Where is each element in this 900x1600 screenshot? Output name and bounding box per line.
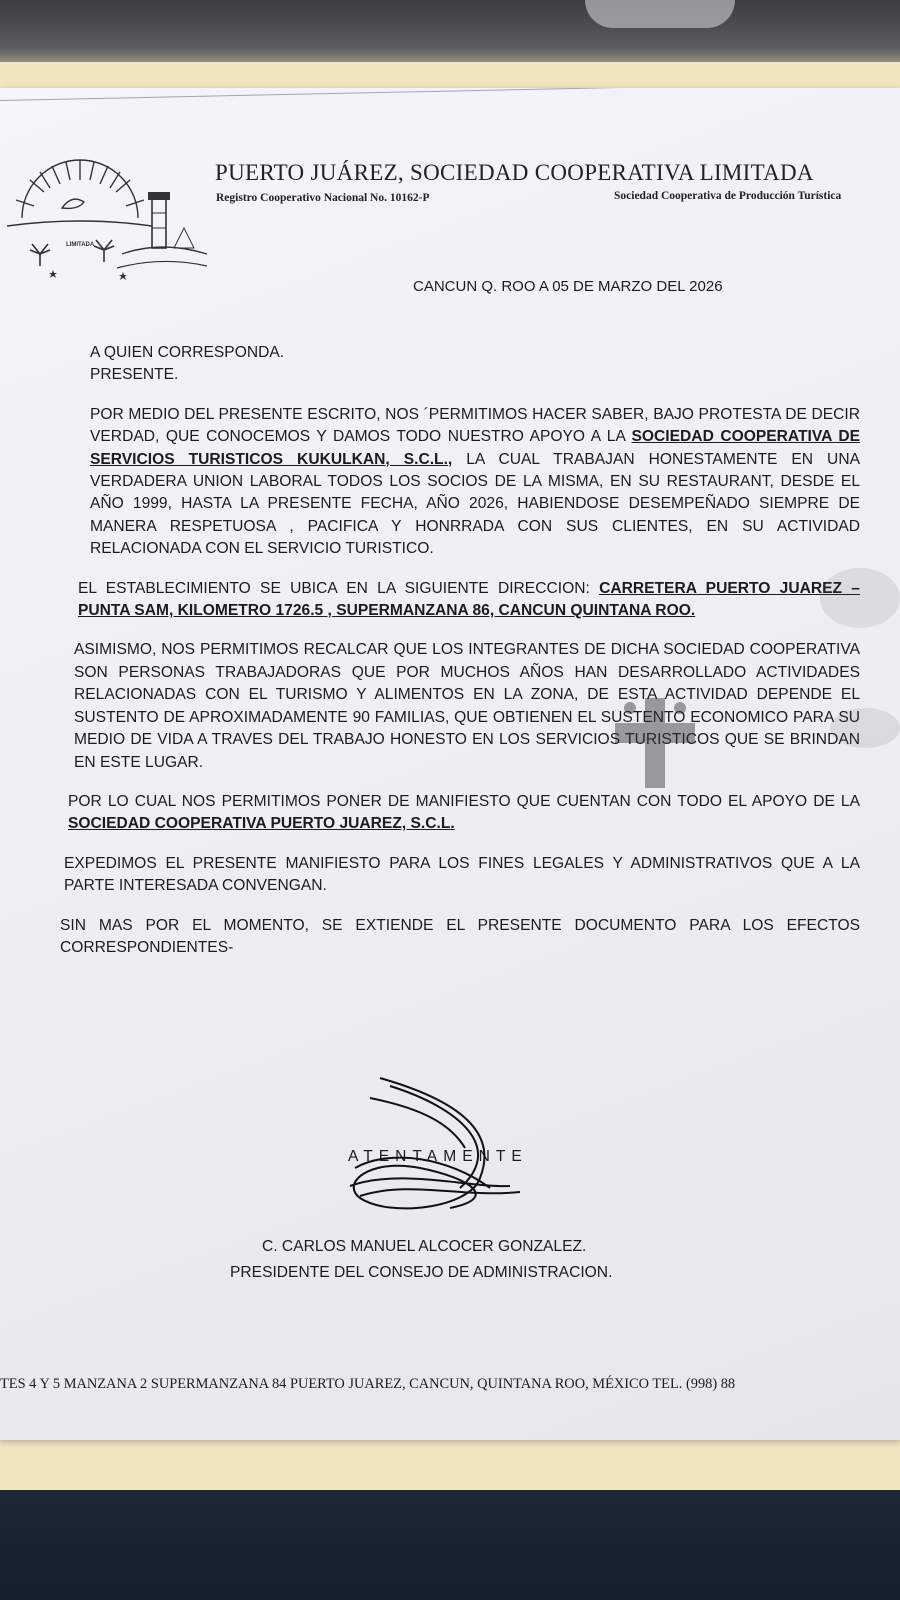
logo-label: LIMITADA <box>66 242 95 248</box>
paragraph-text: POR LO CUAL NOS PERMITIMOS PONER DE MANIFIESTO QUE CUENTAN CON TODO EL APOYO DE LA <box>68 792 860 810</box>
registry-number: Registro Cooperativo Nacional No. 10162-P <box>216 192 430 204</box>
cup-object <box>585 0 735 28</box>
handwritten-signature <box>330 1068 540 1228</box>
closing-word: ATENTAMENTE <box>348 1148 528 1165</box>
page-edge-line <box>0 88 900 101</box>
paragraph-text: EL ESTABLECIMIENTO SE UBICA EN LA SIGUIENTE DIRECCION: <box>78 579 600 597</box>
paragraph-support <box>60 404 860 561</box>
paragraph-text: POR MEDIO DEL PRESENTE ESCRITO, NOS ´PERMITIMOS HACER SABER, BAJO PROTESTA DE DECIR VERDAD, QUE CONOCEMOS Y DAMOS TODO NUESTRO APOYO A LA <box>90 405 860 446</box>
letter-body <box>60 342 860 976</box>
paragraph-issue: EXPEDIMOS EL PRESENTE MANIFIESTO PARA LOS FINES LEGALES Y ADMINISTRATIVOS QUE A LA PARTE INTERESADA CONVENGAN. <box>64 854 860 895</box>
cooperative-puerto-juarez-name: SOCIEDAD COOPERATIVA PUERTO JUAREZ, S.C.L. <box>68 815 455 833</box>
ink-smudge <box>830 708 900 748</box>
paragraph-members: ASIMISMO, NOS PERMITIMOS RECALCAR QUE LOS INTEGRANTES DE DICHA SOCIEDAD COOPERATIVA SON PERSONAS TRABAJADORAS QUE POR MUCHOS AÑOS HAN DESARROLLADO ACTIVIDADES RELACIONADAS CON EL TURISMO Y ALIMENTOS EN LA ZONA, DE ESTA ACTIVIDAD DEPENDE EL SUSTENTO DE APROXIMADAMENTE 90 FAMILIAS, QUE OBTIENEN EL SUSTENTO ECONOMICO PARA SU MEDIO DE VIDA A TRAVES DEL TRABAJO HONESTO EN LOS SERVICIOS TURISTICOS QUE SE BRINDAN EN ESTE LUGAR. <box>74 641 860 771</box>
fabric-background-bottom <box>0 1490 900 1600</box>
address-text: CARRETERA PUERTO JUAREZ – PUNTA SAM, KILOMETRO 1726.5 , SUPERMANZANA 86, CANCUN QUINTANA ROO. <box>78 579 860 620</box>
footer-address: TES 4 Y 5 MANZANA 2 SUPERMANZANA 84 PUERTO JUAREZ, CANCUN, QUINTANA ROO, MÉXICO TEL. (998) 88 <box>0 1376 736 1392</box>
paragraph-text: LA CUAL TRABAJAN HONESTAMENTE EN UNA VERDADERA UNION LABORAL TODOS LOS SOCIOS DE LA MISMA, EN SU RESTAURANT, DESDE EL AÑO 1999, HASTA LA PRESENTE FECHA, AÑO 2026, HABIENDOSE DESEMPEÑADO SIEMPRE DE MANERA RESPETUOSA , PACIFICA Y HONRRADA CON SUS CLIENTES, EN SU ACTIVIDAD RELACIONADA CON EL SERVICIO TURISTICO. <box>90 450 860 558</box>
cooperative-logo-icon <box>2 158 212 288</box>
date-line: CANCUN Q. ROO A 05 DE MARZO DEL 2026 <box>413 278 723 295</box>
ink-smudge <box>820 568 900 628</box>
paragraph-manifest <box>60 791 860 836</box>
organization-name: PUERTO JUÁREZ, SOCIEDAD COOPERATIVA LIMITADA <box>215 160 814 185</box>
organization-type: Sociedad Cooperativa de Producción Turística <box>614 190 842 202</box>
signer-role: PRESIDENTE DEL CONSEJO DE ADMINISTRACION. <box>230 1264 613 1281</box>
salutation-line-1: A QUIEN CORRESPONDA. <box>90 344 285 361</box>
paragraph-closing: SIN MAS POR EL MOMENTO, SE EXTIENDE EL PRESENTE DOCUMENTO PARA LOS EFECTOS CORRESPONDIENTES- <box>60 916 860 956</box>
signer-name: C. CARLOS MANUEL ALCOCER GONZALEZ. <box>262 1238 587 1255</box>
letter-page <box>0 88 900 1440</box>
cooperative-kukulkan-name: SOCIEDAD COOPERATIVA DE SERVICIOS TURISTICOS KUKULKAN, S.C.L., <box>90 428 860 468</box>
paragraph-address <box>60 578 860 623</box>
salutation-line-2: PRESENTE. <box>90 366 179 384</box>
faded-stamp-mark <box>600 688 710 798</box>
